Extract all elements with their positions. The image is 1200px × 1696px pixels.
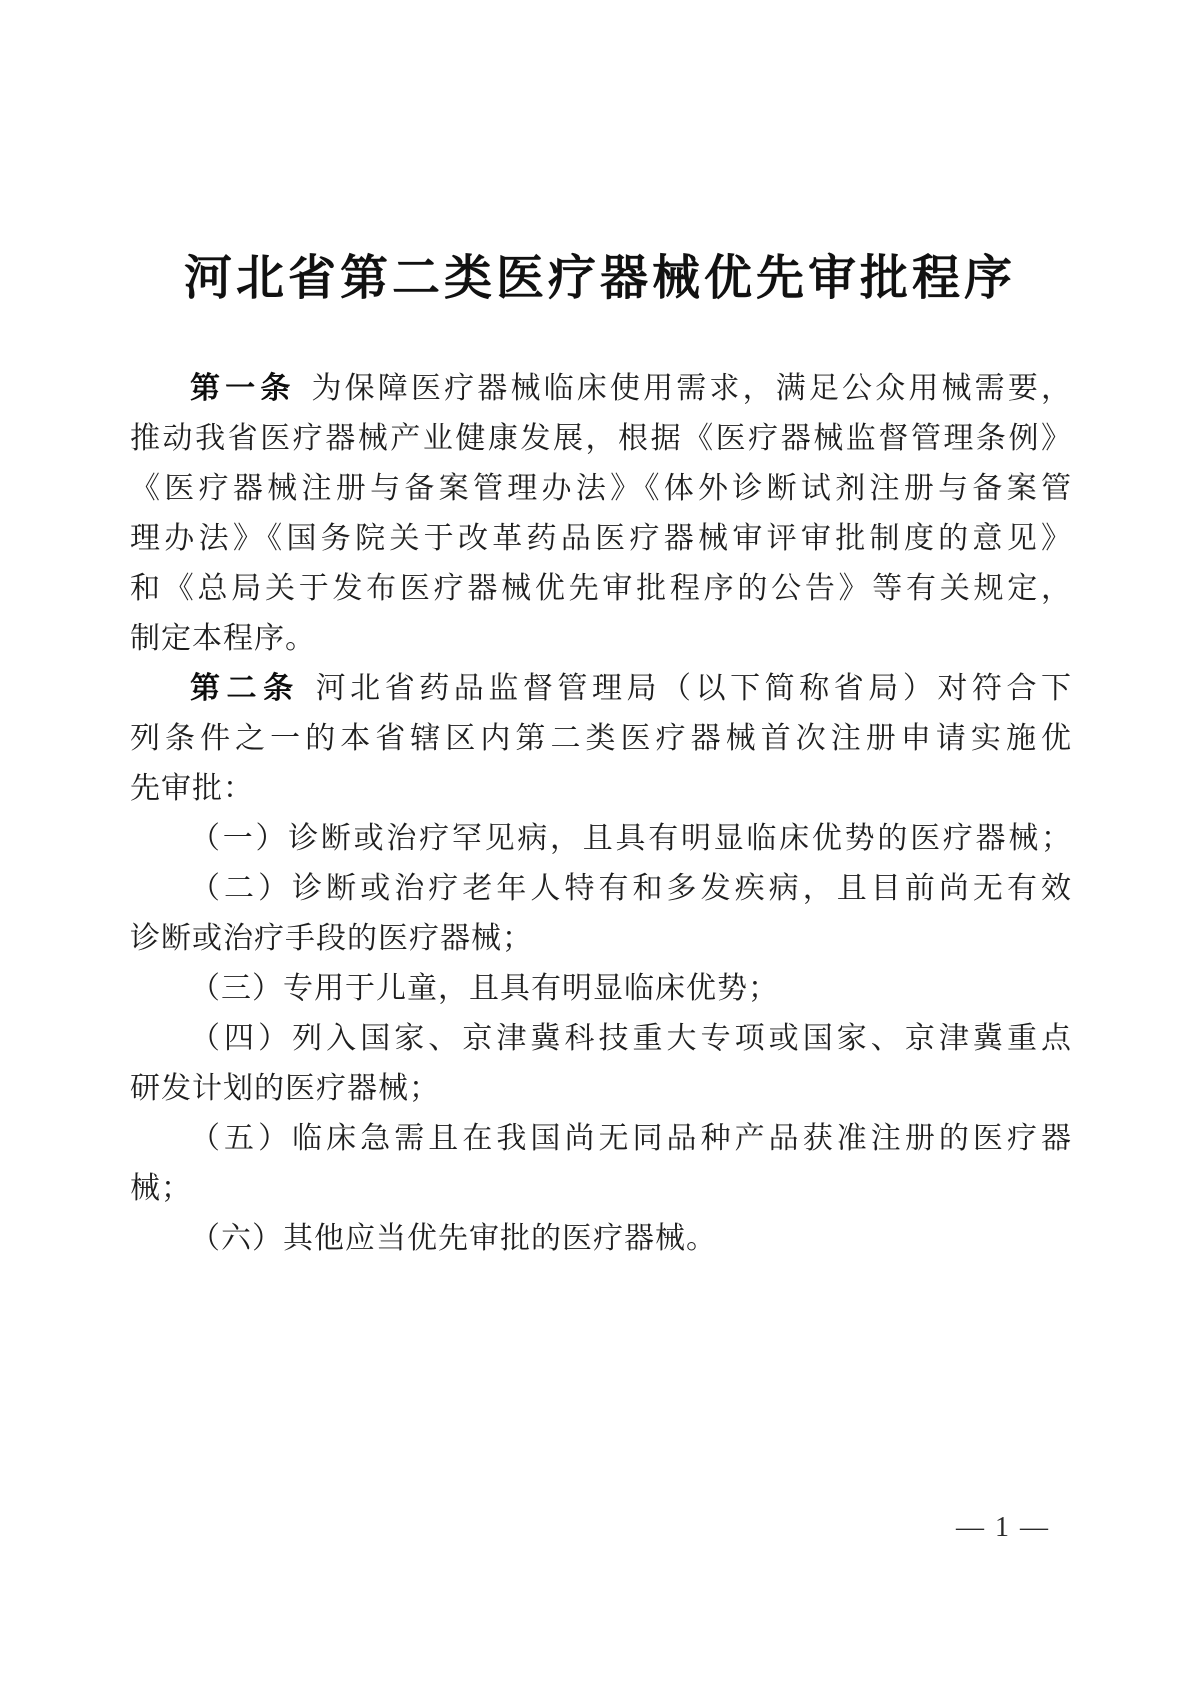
text-line: 第一条 为保障医疗器械临床使用需求，满足公众用械需要， [190,372,1072,405]
article-number: 第二条 [190,672,300,705]
text-line: 先审批： [130,772,254,805]
page-number: — 1 — [956,1512,1050,1543]
text-line: 诊断或治疗手段的医疗器械； [130,922,533,955]
text-line: （四）列入国家、京津冀科技重大专项或国家、京津冀重点 [190,1022,1071,1055]
text-line: （五）临床急需且在我国尚无同品种产品获准注册的医疗器 [190,1122,1071,1155]
text-line: 研发计划的医疗器械； [130,1072,440,1105]
text-line: 列条件之一的本省辖区内第二类医疗器械首次注册申请实施优 [130,722,1071,755]
text-line: 制定本程序。 [130,622,316,655]
text-line: 械； [130,1172,192,1205]
text-line: 《医疗器械注册与备案管理办法》《体外诊断试剂注册与备案管 [130,472,1071,505]
text-line: 推动我省医疗器械产业健康发展，根据《医疗器械监督管理条例》 [130,422,1071,455]
text-line: 和《总局关于发布医疗器械优先审批程序的公告》等有关规定， [130,572,1071,605]
text-line: （六）其他应当优先审批的医疗器械。 [190,1222,717,1255]
text-line: 第二条 河北省药品监督管理局（以下简称省局）对符合下 [190,672,1071,705]
text-line: 理办法》《国务院关于改革药品医疗器械审评审批制度的意见》 [130,522,1071,555]
article-number: 第一条 [190,372,296,405]
text-line: （二）诊断或治疗老年人特有和多发疾病，且目前尚无有效 [190,872,1071,905]
document-title: 河北省第二类医疗器械优先审批程序 [183,252,1016,305]
document-body [130,364,1071,1264]
text-line: （一）诊断或治疗罕见病，且具有明显临床优势的医疗器械； [190,822,1071,855]
text-line: （三）专用于儿童，且具有明显临床优势； [190,972,779,1005]
page-footer [956,1508,1050,1548]
